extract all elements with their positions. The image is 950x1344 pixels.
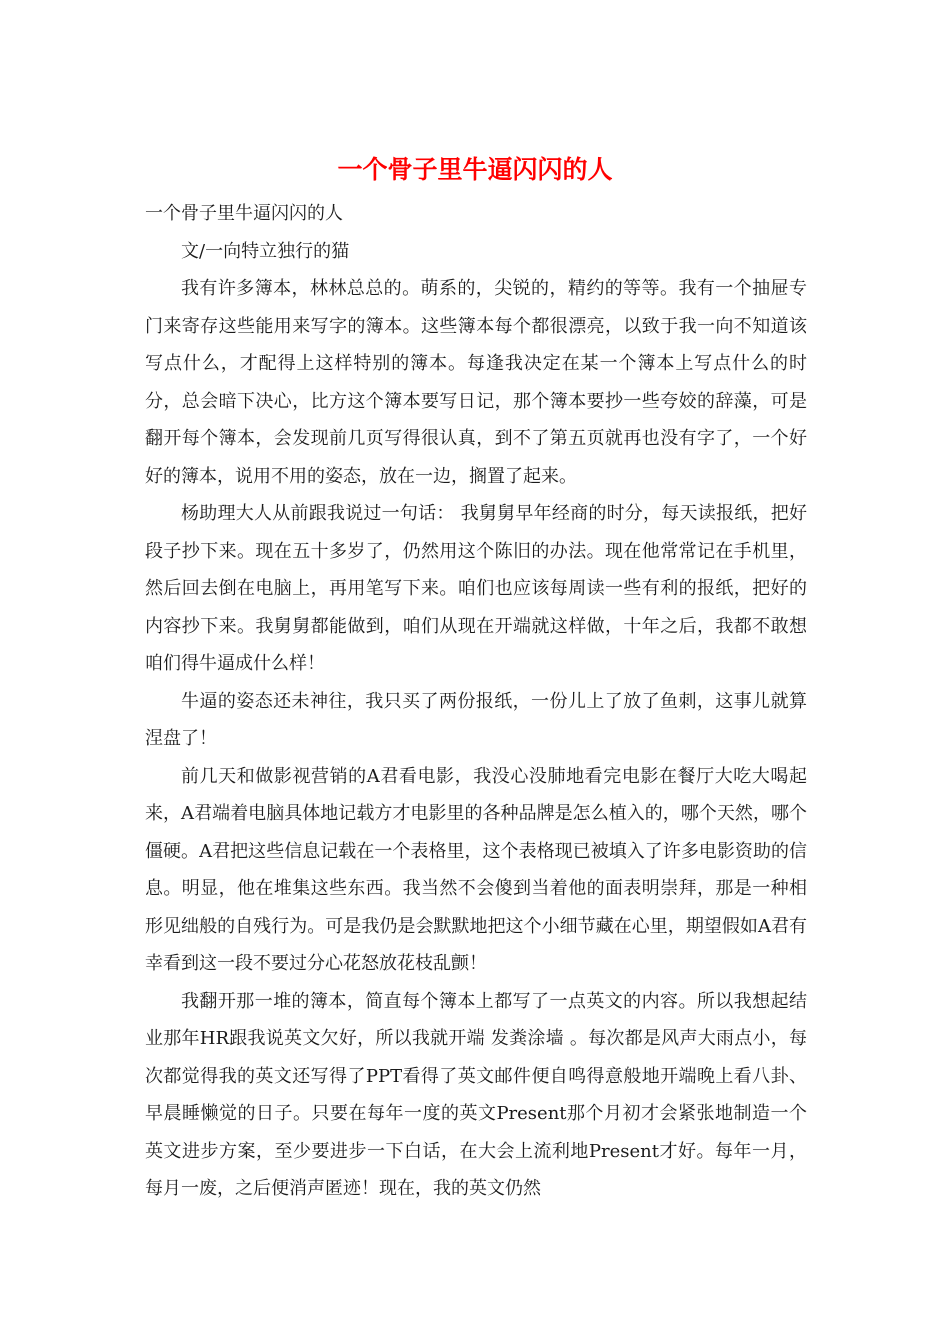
page-title: 一个骨子里牛逼闪闪的人: [337, 155, 613, 184]
paragraph: 我翻开那一堆的簿本，简直每个簿本上都写了一点英文的内容。所以我想起结业那年HR跟我说英文欠好，所以我就开端 发粪涂墙 。每次都是风声大雨点小，每次都觉得我的英文还写得了PPT看得了英文邮件便自鸣得意般地开端晚上看八卦、早晨睡懒觉的日子。只要在每年一度的英文Present那个月初才会紧张地制造一个英文进步方案，至少要进步一下白话，在大会上流利地Present才好。每年一月，每月一废，之后便消声匿迹！现在，我的英文仍然: [145, 990, 807, 1199]
article-subtitle: 一个骨子里牛逼闪闪的人: [145, 203, 343, 224]
author-line: 文/一向特立独行的猫: [181, 240, 350, 262]
paragraph: 杨助理大人从前跟我说过一句话： 我舅舅早年经商的时分，每天读报纸，把好段子抄下来。现在五十多岁了，仍然用这个陈旧的办法。现在他常常记在手机里，然后回去倒在电脑上，再用笔写下来。咱们也应该每周读一些有利的报纸，把好的内容抄下来。我舅舅都能做到，咱们从现在开端就这样做，十年之后，我都不敢想咱们得牛逼成什么样！: [145, 503, 807, 674]
document-body: [145, 195, 807, 1208]
paragraph: 前几天和做影视营销的A君看电影，我没心没肺地看完电影在餐厅大吃大喝起来，A君端着电脑具体地记载方才电影里的各种品牌是怎么植入的，哪个天然，哪个僵硬。A君把这些信息记载在一个表格里，这个表格现已被填入了许多电影资助的信息。明显，他在堆集这些东西。我当然不会傻到当着他的面表明崇拜，那是一种相形见绌般的自残行为。可是我仍是会默默地把这个小细节藏在心里，期望假如A君有幸看到这一段不要过分心花怒放花枝乱颤！: [145, 765, 807, 974]
paragraph: 牛逼的姿态还未神往，我只买了两份报纸，一份儿上了放了鱼刺，这事儿就算涅盘了！: [145, 690, 807, 749]
paragraph: 我有许多簿本，林林总总的。萌系的，尖锐的，精约的等等。我有一个抽屉专门来寄存这些能用来写字的簿本。这些簿本每个都很漂亮，以致于我一向不知道该写点什么，才配得上这样特别的簿本。每逢我决定在某一个簿本上写点什么的时分，总会暗下决心，比方这个簿本要写日记，那个簿本要抄一些夸姣的辞藻，可是翻开每个簿本，会发现前几页写得很认真，到不了第五页就再也没有字了，一个好好的簿本，说用不用的姿态，放在一边，搁置了起来。: [145, 278, 807, 487]
